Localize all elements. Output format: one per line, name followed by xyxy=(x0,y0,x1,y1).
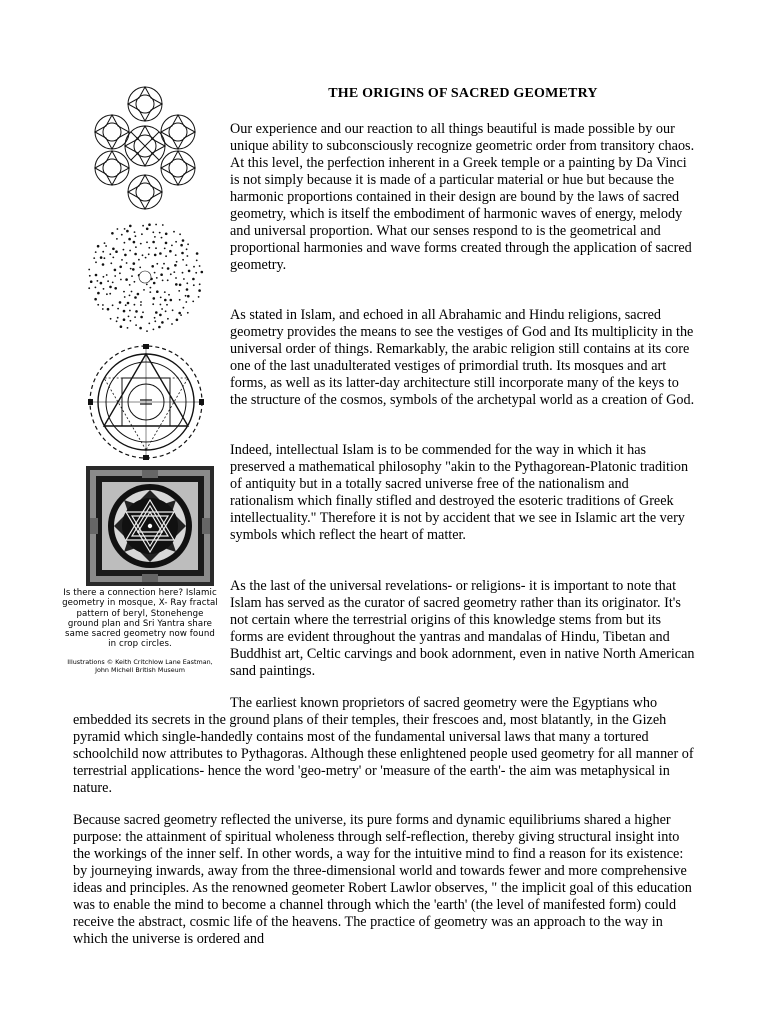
fractal-dot xyxy=(159,252,162,255)
fractal-dot xyxy=(97,280,99,282)
fractal-dot xyxy=(162,267,164,269)
fractal-dot xyxy=(150,287,152,289)
fractal-dot xyxy=(116,238,118,240)
fractal-dot xyxy=(120,325,123,328)
fractal-dot xyxy=(114,287,117,290)
fractal-dot xyxy=(152,241,155,244)
fractal-dot xyxy=(89,275,91,277)
fractal-dot xyxy=(182,259,184,261)
fractal-dot xyxy=(167,279,169,281)
fractal-dot xyxy=(95,251,97,253)
fractal-dot xyxy=(148,323,150,325)
fractal-dot xyxy=(140,316,143,319)
rosette-lower-right xyxy=(161,151,195,185)
fractal-dot xyxy=(104,242,106,244)
fractal-dot xyxy=(165,233,168,236)
fractal-dot xyxy=(155,311,158,314)
fractal-dot xyxy=(141,233,143,235)
fractal-dot xyxy=(162,224,164,226)
fractal-dot xyxy=(115,250,118,253)
fractal-dot xyxy=(128,238,131,241)
fractal-dot xyxy=(102,304,104,306)
fractal-dot xyxy=(179,299,181,301)
fractal-dot xyxy=(128,316,130,318)
fractal-dot xyxy=(123,291,125,293)
fractal-dot xyxy=(124,296,126,298)
fractal-dot xyxy=(153,282,156,285)
fractal-dot xyxy=(135,324,137,326)
fractal-dot xyxy=(182,239,185,242)
fractal-dot xyxy=(134,304,136,306)
fractal-dot xyxy=(175,241,177,243)
fractal-dot xyxy=(129,250,131,252)
fractal-dot xyxy=(88,269,90,271)
fractal-dot xyxy=(192,301,194,303)
fractal-dot xyxy=(109,253,111,255)
sri-yantra-figure xyxy=(86,466,214,586)
fractal-dot xyxy=(179,233,181,235)
fractal-dot xyxy=(193,284,195,286)
rosette-lower-left xyxy=(95,151,129,185)
fractal-dot xyxy=(186,248,188,250)
fractal-dot xyxy=(156,263,158,265)
fractal-dot xyxy=(127,302,130,305)
fractal-dot xyxy=(185,295,187,297)
fractal-dot xyxy=(106,293,108,295)
fractal-dot xyxy=(124,228,126,230)
fractal-dot xyxy=(156,290,159,293)
fractal-dot xyxy=(135,310,138,313)
fractal-dot xyxy=(121,259,123,261)
rosette-left xyxy=(95,115,129,149)
fractal-dot xyxy=(107,308,110,311)
fractal-dot xyxy=(158,326,161,329)
fractal-dot xyxy=(159,232,161,234)
fractal-dot xyxy=(183,278,185,280)
fractal-dot xyxy=(187,295,190,298)
fractal-dot xyxy=(186,282,188,284)
fractal-dot xyxy=(102,308,104,310)
fractal-dot xyxy=(104,257,106,259)
fractal-dot xyxy=(103,288,105,290)
fractal-dot xyxy=(199,265,201,267)
fractal-dot xyxy=(165,255,167,257)
fractal-dot xyxy=(161,308,163,310)
fractal-dot xyxy=(182,272,184,274)
fractal-dot xyxy=(119,301,122,304)
fractal-dot xyxy=(125,304,127,306)
fractal-dot xyxy=(173,231,175,233)
fractal-dot xyxy=(170,273,172,275)
rosette-center xyxy=(125,126,165,166)
fractal-dot xyxy=(160,297,162,299)
fractal-dot xyxy=(152,231,154,233)
fractal-dot xyxy=(129,225,132,228)
fractal-dot xyxy=(121,234,123,236)
fractal-dot xyxy=(151,265,154,268)
fractal-dot xyxy=(137,293,140,296)
fractal-dot xyxy=(185,301,187,303)
fractal-dot xyxy=(110,262,112,264)
fractal-dot xyxy=(103,276,105,278)
fractal-dot xyxy=(187,255,189,257)
fractal-dot xyxy=(160,304,162,306)
fractal-dot xyxy=(109,286,112,289)
fractal-dot xyxy=(139,267,141,269)
fractal-dot xyxy=(159,314,162,317)
paragraph-4: As the last of the universal revelations- or religions- it is important to note that Islam has served as the curator of sacred geometry rather than its originator. It's not certain where the terrestrial origins of this knowledge stems from but its forms are evident throughout the yantras and mandalas of Hindu, Tibetan and Buddhist art, Celtic carvings and book adornment, even in native North American sand paintings. xyxy=(230,578,695,679)
fractal-dot xyxy=(176,319,179,322)
fractal-dot xyxy=(145,257,147,259)
fractal-dot xyxy=(155,224,157,226)
fractal-dot xyxy=(186,288,189,291)
fractal-dot xyxy=(175,277,177,279)
fractal-dot xyxy=(130,268,132,270)
fractal-dot xyxy=(162,280,164,282)
fractal-dot xyxy=(125,278,128,281)
fractal-dot xyxy=(131,291,133,293)
fractal-dot xyxy=(88,287,90,289)
fractal-dot xyxy=(193,266,195,268)
fractal-dot xyxy=(140,304,142,306)
fractal-dot xyxy=(146,241,148,243)
fractal-dot xyxy=(146,284,148,286)
fractal-dot xyxy=(124,242,126,244)
fractal-dot xyxy=(135,235,137,237)
fractal-dot xyxy=(140,301,142,303)
fractal-dot xyxy=(175,283,178,286)
fractal-dot xyxy=(161,321,164,324)
fractal-dot xyxy=(164,299,167,302)
fractal-dot xyxy=(195,272,197,274)
fractal-dot xyxy=(132,268,135,271)
paragraph-5: The earliest known proprietors of sacred geometry were the Egyptians who embedded its secrets in the ground plans of their temples, their frescoes and, most blatantly, in the Gizeh pyramid which single-handedly contains most of the fundamental universal laws that many a tortured schoolchild now attributes to Pythagoras. Although these enlightened people used geometry for all manner of terrestrial applications- hence the word 'geo-metry' or 'measure of the earth'- the aim was metaphysical in nature. xyxy=(73,695,694,796)
fractal-dot xyxy=(95,287,97,289)
fractal-dot xyxy=(154,236,156,238)
fractal-dot xyxy=(153,297,156,300)
fractal-dot xyxy=(165,242,168,245)
fractal-dot xyxy=(112,282,114,284)
fractal-dot xyxy=(133,262,136,265)
fractal-dot xyxy=(176,261,178,263)
fractal-dot xyxy=(107,280,109,282)
fractal-dot xyxy=(152,303,154,305)
fractal-dot xyxy=(112,248,115,251)
figure-credit: Illustrations © Keith Critchlow Lane Eastman, John Michell British Museum xyxy=(67,658,213,674)
fractal-dot xyxy=(112,257,114,259)
fractal-dot xyxy=(180,244,183,247)
fractal-dot xyxy=(155,247,157,249)
fractal-dot xyxy=(167,318,169,320)
fractal-dot xyxy=(100,256,103,259)
fractal-dot xyxy=(111,232,114,235)
fractal-dot xyxy=(178,312,181,315)
islamic-geometry-figure xyxy=(88,84,203,214)
fractal-dot xyxy=(102,263,105,266)
fractal-dot xyxy=(154,272,156,274)
fractal-dot xyxy=(169,250,172,253)
fractal-dot xyxy=(135,246,137,248)
fractal-dot xyxy=(142,225,144,227)
fractal-dot xyxy=(192,278,195,281)
fractal-dot xyxy=(134,316,136,318)
fractal-dot xyxy=(146,228,149,231)
paragraph-6: Because sacred geometry reflected the universe, its pure forms and dynamic equilibriums shared a higher purpose: the attainment of spiritual wholeness through self-reflection, thereby giving structural insight into the workings of the inner self. In other words, a way for the intuitive mind to find a reason for its existence: by journeying inwards, away from the three-dimensional world and towards fewer and more comprehensive ideas and principles. As the renowned geometer Robert Lawlor observes, " the implicit goal of this education was to enable the mind to become a channel through which the 'earth' (the level of manifested form) could receive the abstract, cosmic life of the heavens. The practice of geometry was an approach to the way in which the universe is ordered and xyxy=(73,812,692,947)
fractal-dot xyxy=(148,223,151,226)
paragraph-3: Indeed, intellectual Islam is to be commended for the way in which it has preserved a mathematical philosophy "akin to the Pythagorean-Platonic tradition of antiquity but in a totally sacred universe free of the nationalism and rationalism which finally stifled and destroyed the esoteric traditions of Greek intellectuality." Therefore it is not by accident that we see in Islamic art the very symbols which reflect the heart of matter. xyxy=(230,442,689,543)
fractal-dot xyxy=(198,296,200,298)
fractal-dot xyxy=(105,245,107,247)
fractal-dot xyxy=(160,273,163,276)
fractal-dot xyxy=(201,271,204,274)
paragraph-1: Our experience and our reaction to all things beautiful is made possible by our unique ability to subconsciously recognize geometric order from transitory chaos. At this level, the perfection inherent in a Greek temple or a painting by Da Vinci is not simply because it is made of a particular material or hue but because the harmonic proportions contained in their design are bound by the laws of sacred geometry, which is itself the embodiment of harmonic waves of energy, melody and universal proportion. What our senses respond to is the geometrical and proportional harmonies and wave forms created through the application of sacred geometry. xyxy=(230,121,695,273)
rosette-top xyxy=(128,87,162,121)
fractal-dot xyxy=(97,245,100,248)
fractal-dot xyxy=(178,290,180,292)
fractal-dot xyxy=(171,245,173,247)
fractal-dot xyxy=(100,282,103,285)
fractal-dot xyxy=(167,267,170,270)
xray-fractal-figure xyxy=(80,216,210,338)
page-title: THE ORIGINS OF SACRED GEOMETRY xyxy=(328,86,598,101)
fractal-dot xyxy=(174,264,177,267)
fractal-dot xyxy=(126,262,128,264)
fractal-dot xyxy=(164,291,166,293)
fractal-dot xyxy=(117,317,119,319)
fractal-dot xyxy=(146,330,148,332)
rosette-bottom xyxy=(128,175,162,209)
fractal-dot xyxy=(161,237,163,239)
fractal-dot xyxy=(117,228,119,230)
fractal-dot xyxy=(133,241,136,244)
fractal-dot xyxy=(187,312,189,314)
fractal-dot xyxy=(143,289,145,291)
fractal-dot xyxy=(129,310,131,312)
fractal-dot xyxy=(186,264,188,266)
stonehenge-plan-figure xyxy=(86,342,206,462)
fractal-dot xyxy=(142,254,144,256)
fractal-dot xyxy=(142,311,144,313)
fractal-dot xyxy=(127,327,129,329)
fractal-dot xyxy=(109,293,111,295)
fractal-dot xyxy=(153,329,155,331)
fractal-dot xyxy=(154,320,156,322)
fractal-dot xyxy=(179,284,182,287)
fractal-dot xyxy=(199,283,201,285)
fractal-dot xyxy=(156,277,158,279)
fractal-dot xyxy=(97,292,100,295)
fractal-dot xyxy=(139,327,142,330)
fractal-dot xyxy=(120,279,122,281)
fractal-dot xyxy=(165,310,167,312)
figure-caption: Is there a connection here? Islamic geometry in mosque, X- Ray fractal pattern of beryl, Stonehenge ground plan and Sri Yantra share same sacred geometry now found in crop circles. xyxy=(62,588,218,650)
fractal-dot xyxy=(198,289,201,292)
fractal-dot xyxy=(94,298,97,301)
fractal-dot xyxy=(188,270,191,273)
fractal-dot xyxy=(110,318,112,320)
fractal-dot xyxy=(134,231,136,233)
fractal-dot xyxy=(134,296,137,299)
fractal-dot xyxy=(95,261,97,263)
fractal-dot xyxy=(163,263,165,265)
fractal-dot xyxy=(148,253,150,255)
fractal-dot xyxy=(154,317,156,319)
fractal-dot xyxy=(140,243,142,245)
fractal-dot xyxy=(112,304,114,306)
fractal-dot xyxy=(181,252,184,255)
fractal-dot xyxy=(196,260,198,262)
fractal-dot xyxy=(123,318,126,321)
fractal-dot xyxy=(117,308,119,310)
fractal-dot xyxy=(126,230,129,233)
fractal-dot xyxy=(171,323,173,325)
fractal-dot xyxy=(149,291,151,293)
fractal-dot xyxy=(97,304,99,306)
fractal-dot xyxy=(172,309,174,311)
fractal-dot xyxy=(173,271,175,273)
fractal-dot xyxy=(129,284,131,286)
fractal-dot xyxy=(106,274,108,276)
fractal-dot xyxy=(102,251,104,253)
fractal-dot xyxy=(130,320,132,322)
fractal-dot xyxy=(93,257,95,259)
fractal-dot xyxy=(180,314,182,316)
fractal-dot xyxy=(119,266,122,269)
fractal-dot xyxy=(168,294,170,296)
fractal-dot xyxy=(183,307,185,309)
fractal-dot xyxy=(166,304,168,306)
fractal-dot xyxy=(114,269,117,272)
fractal-dot xyxy=(148,247,150,249)
rosette-right xyxy=(161,115,195,149)
fractal-dot xyxy=(134,253,137,256)
fractal-dot xyxy=(131,275,133,277)
fractal-dot xyxy=(116,320,118,322)
fractal-dot xyxy=(164,248,166,250)
fractal-dot xyxy=(90,280,93,283)
fractal-dot xyxy=(138,259,140,261)
fractal-dot xyxy=(187,243,189,245)
fractal-dot xyxy=(154,254,157,257)
fractal-dot xyxy=(129,295,131,297)
fractal-dot xyxy=(175,254,177,256)
paragraph-2: As stated in Islam, and echoed in all Abrahamic and Hindu religions, sacred geometry provides the means to see the vestiges of God and Its multiplicity in the universal order of things. Remarkably, the arabic religion still contains at its core one of the last unadulterated vestiges of primordial truth. Its mosques and art forms, as well as its latter-day architecture still incorporate many of the keys to the structure of the cosmos, symbols of the archetypal world as a creation of God. xyxy=(230,307,695,408)
fractal-dot xyxy=(196,252,199,255)
fractal-dot xyxy=(119,272,121,274)
fractal-dot xyxy=(123,310,126,313)
fractal-dot xyxy=(123,249,125,251)
fractal-dot xyxy=(134,281,136,283)
fractal-dot xyxy=(170,299,173,302)
fractal-dot xyxy=(95,274,98,277)
fractal-dot xyxy=(114,275,116,277)
fractal-dot xyxy=(124,254,127,257)
